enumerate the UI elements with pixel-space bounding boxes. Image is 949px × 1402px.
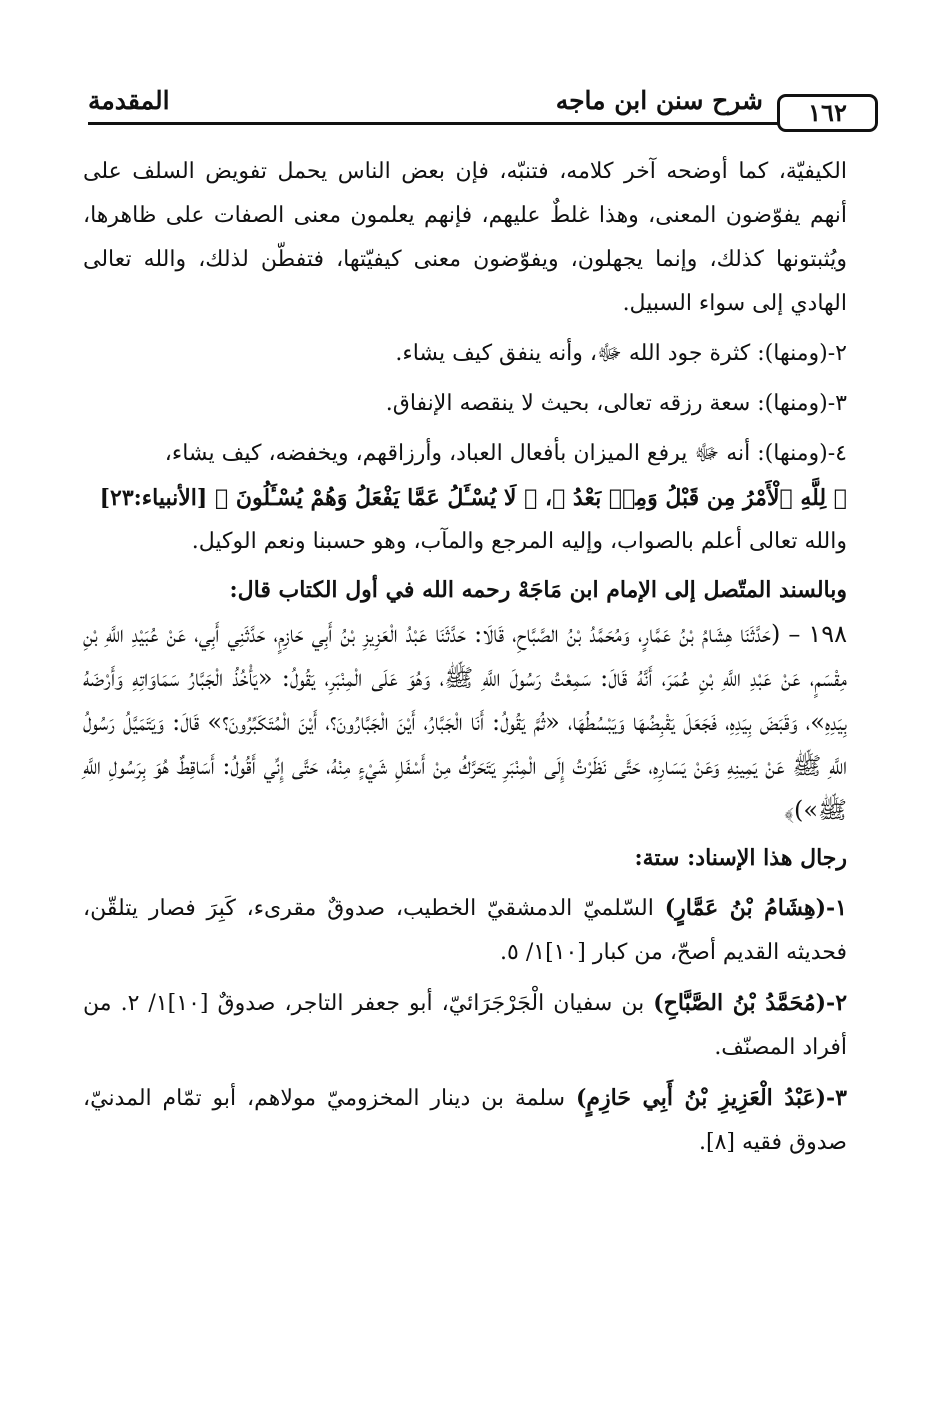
section-title: المقدمة — [88, 86, 170, 115]
narrator-1-text: السّلميّ الدمشقيّ الخطيب، صدوقٌ مقرىء، كَبِرَ فصار يتلقّن، فحديثه القديم أصحّ، من كبار [١٠]١/ ٥. — [83, 896, 847, 965]
narrator-3 — [83, 1076, 847, 1165]
page-number: ١٦٢ — [808, 98, 847, 127]
page-number-box — [777, 94, 878, 132]
header-rule — [88, 122, 778, 125]
narrator-1-name: ١-(هِشَامُ بْنُ عَمَّارٍ) — [664, 895, 847, 921]
commentary-paragraph: الكيفيّة، كما أوضحه آخر كلامه، فتنبّه، فإن بعض الناس يحمل تفويض السلف على أنهم يفوّضون المعنى، وهذا غلطٌ عليهم، فإنهم يعلمون معنى الصفات على ظاهرها، ويُثبتونها كذلك، وإنما يجهلون، ويفوّضون معنى كيفيّتها، فتفطّن لذلك، والله تعالى الهادي إلى سواء السبيل. — [83, 159, 847, 316]
narrators-heading: رجال هذا الإسناد: ستة: — [634, 845, 847, 871]
narrator-3-text: سلمة بن دينار المخزوميّ مولاهم، أبو تمّام المدنيّ، صدوق فقيه [٨]. — [83, 1086, 847, 1155]
narrator-3-name: ٣-(عَبْدُ الْعَزِيزِ بْنُ أَبِي حَازِمٍ) — [575, 1085, 847, 1111]
narrator-1 — [83, 886, 847, 975]
narrator-2-name: ٢-(مُحَمَّدُ بْنُ الصَّبَّاحِ) — [653, 990, 848, 1016]
page-header — [88, 82, 878, 127]
hadith-text: ١٩٨ – (حَدَّثَنَا هِشَامُ بْنُ عَمَّارٍ، وَمُحَمَّدُ بْنُ الصَّبَّاحِ، قَالَا: حَدَّثَنَا عَبْدُ الْعَزِيزِ بْنُ أَبِي حَازِمٍ، حَدَّثَنِي أَبِي، عَنْ عُبَيْدِ اللَّهِ بْنِ مِقْسَمٍ، عَنْ عَبْدِ اللَّهِ بْنِ عُمَرَ، أَنَّهُ قَالَ: سَمِعْتُ رَسُولَ اللَّهِ ﷺ، وَهُوَ عَلَى الْمِنْبَرِ، يَقُولُ: «يَأْخُذُ الْجَبَّارُ سَمَاوَاتِهِ وَأَرْضَهُ بِيَدِهِ»، وَقَبَضَ بِيَدِهِ، فَجَعَلَ يَقْبِضُهَا وَيَبْسُطُهَا، «ثُمَّ يَقُولُ: أَنَا الْجَبَّارُ، أَيْنَ الْجَبَّارُونَ؟، أَيْنَ الْمُتَكَبِّرُونَ؟» قَالَ: وَيَتَمَيَّلُ رَسُولُ اللَّهِ ﷺ عَنْ يَمِينِهِ وَعَنْ يَسَارِهِ، حَتَّى نَظَرْتُ إِلَى الْمِنْبَرِ يَتَحَرَّكُ مِنْ أَسْفَلِ شَيْءٍ مِنْهُ، حَتَّى إِنِّي أَقُولُ: أَسَاقِطٌ هُوَ بِرَسُولِ اللَّهِ ﷺ»)﴾ — [83, 620, 847, 824]
book-title: شرح سنن ابن ماجه — [555, 86, 763, 115]
benefit-item-3: ٣-(ومنها): سعة رزقه تعالى، بحيث لا ينقصه الإنفاق. — [385, 391, 847, 416]
closing-sentence: والله تعالى أعلم بالصواب، وإليه المرجع والمآب، وهو حسبنا ونعم الوكيل. — [191, 529, 847, 554]
narrator-2-text: بن سفيان الْجَرْجَرَائيّ، أبو جعفر التاجر، صدوقٌ [١٠]١/ ٢. من أفراد المصنّف. — [83, 991, 847, 1060]
benefit-item-2: ٢-(ومنها): كثرة جود الله ﷻ، وأنه ينفق كيف يشاء. — [395, 341, 847, 366]
page-body — [83, 150, 847, 1165]
benefit-item-4: ٤-(ومنها): أنه ﷻ يرفع الميزان بأفعال العباد، وأرزاقهم، ويخفضه، كيف يشاء، — [164, 441, 847, 466]
narrator-2 — [83, 981, 847, 1070]
sanad-heading: وبالسند المتّصل إلى الإمام ابن مَاجَهْ رحمه الله في أول الكتاب قال: — [229, 577, 847, 603]
quran-verse: ﴿ لِلَّهِ ٱلْأَمْرُ مِن قَبْلُ وَمِنۢ بَعْدُ ﴾، ﴿ لَا يُسْـَٔلُ عَمَّا يَفْعَلُ وَهُمْ يُسْـَٔلُونَ ﴾ [الأنبياء:٢٣] — [99, 485, 847, 511]
